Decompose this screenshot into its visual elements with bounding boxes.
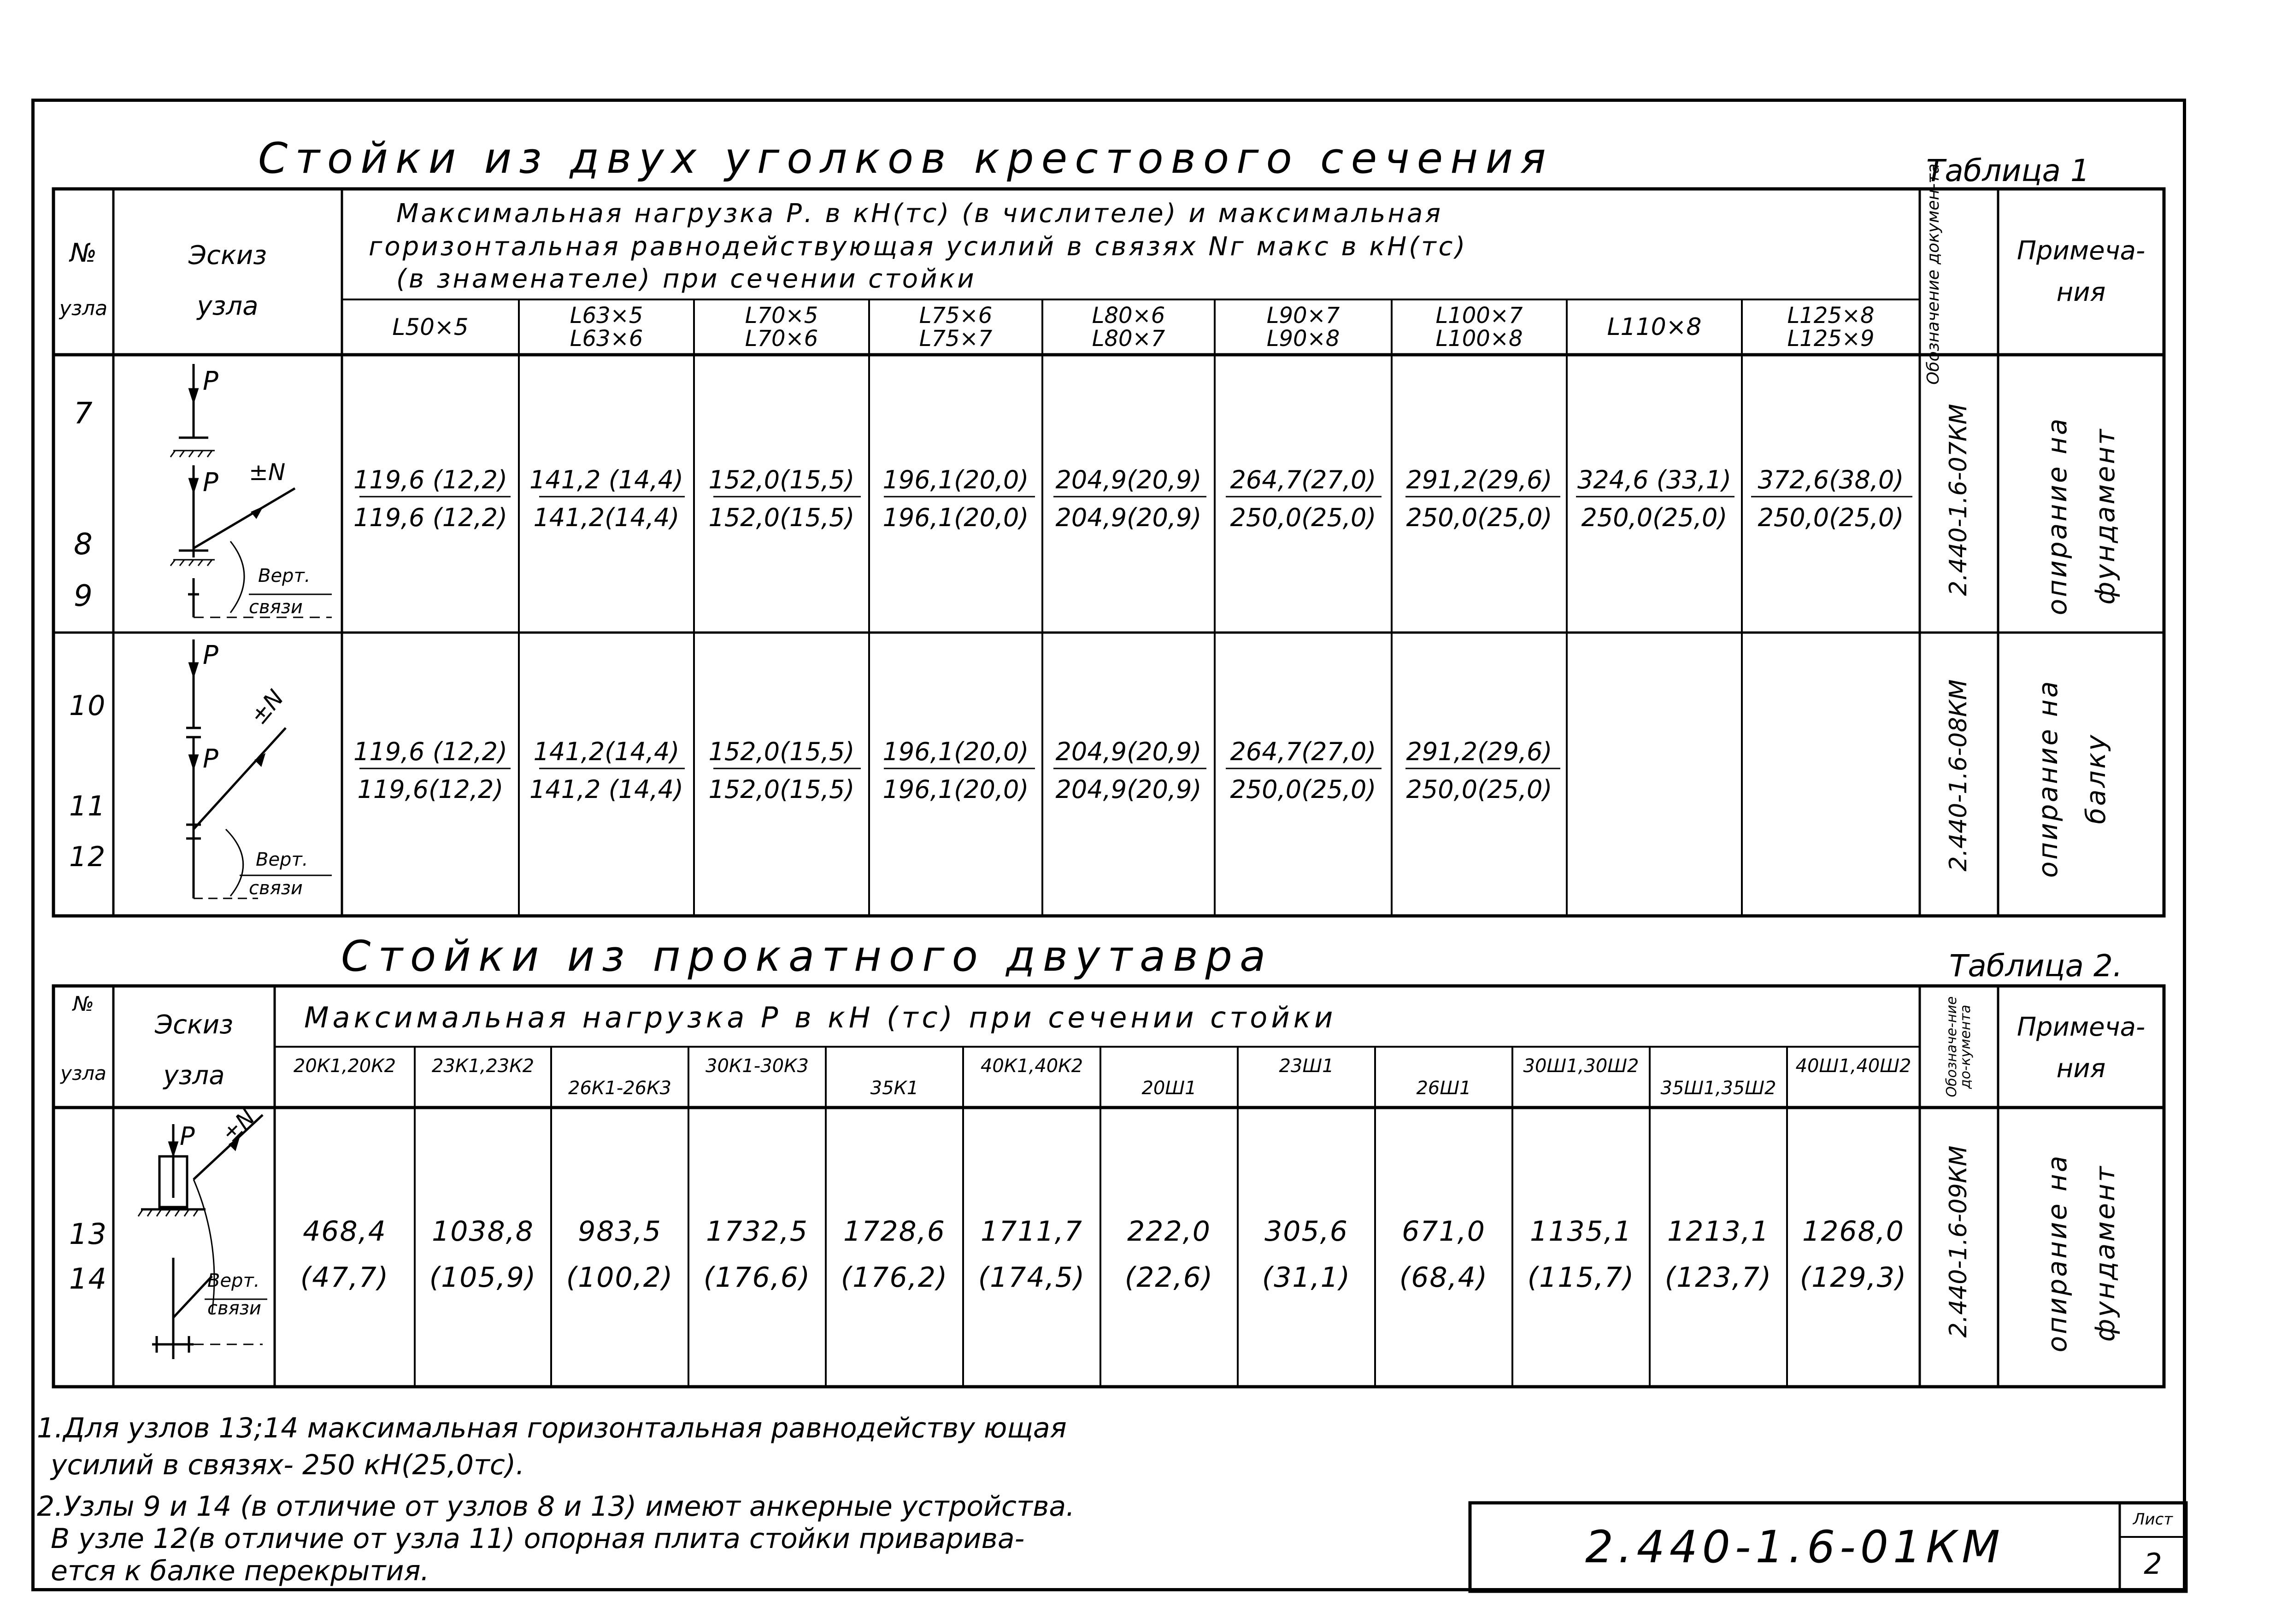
value-denominator: 152,0(15,5) — [708, 774, 855, 804]
node-number: 7 — [74, 397, 94, 431]
section-a: L75×6 — [919, 302, 993, 328]
table2-col-sketch-sub: узла — [163, 1060, 225, 1090]
value-numerator: 196,1(20,0) — [882, 737, 1029, 766]
section-header: 26К1-26К3 — [568, 1078, 671, 1099]
section-b: L70×6 — [745, 326, 818, 352]
table2-col-note: Примеча-ния — [2017, 1012, 2146, 1084]
section-b: L75×7 — [919, 326, 993, 352]
sheet-label: Лист — [2133, 1510, 2173, 1529]
table1-label: Таблица 1 — [1926, 153, 2090, 188]
section-b: L80×7 — [1092, 326, 1165, 352]
value-denominator: 196,1(20,0) — [882, 774, 1029, 804]
value-numerator — [1567, 737, 1742, 767]
section-header: 23К1,23К2 — [431, 1055, 535, 1077]
table2-label: Таблица 2. — [1949, 948, 2122, 984]
value-denominator: 141,2(14,4) — [533, 503, 680, 532]
section-header: 35Ш1,35Ш2 — [1660, 1078, 1776, 1099]
value-denominator: 152,0(15,5) — [708, 503, 855, 532]
sketch-label-ties: связи — [249, 878, 303, 899]
table1-col-note: Примеча-ния — [2017, 236, 2146, 307]
section-header — [1567, 302, 1742, 352]
note-2-line-1: 2.Узлы 9 и 14 (в отличие от узлов 8 и 13) имеют анкерные устройства. — [37, 1490, 1075, 1523]
table2-col-doc: Обозначе-ние до-кумента — [1944, 996, 1974, 1097]
load-value-tc: (68,4) — [1399, 1261, 1488, 1294]
section-header — [694, 302, 869, 352]
value-denominator: 250,0(25,0) — [1581, 503, 1728, 532]
load-value-tc: (176,2) — [841, 1261, 948, 1294]
load-value-tc: (115,7) — [1527, 1261, 1635, 1294]
value-denominator — [1742, 775, 1920, 804]
sketch-node-13-14 — [138, 1115, 267, 1359]
node-number: 14 — [69, 1262, 107, 1296]
load-value-tc: (129,3) — [1799, 1261, 1907, 1294]
sketch-label-p: P — [203, 366, 218, 396]
note-2-line-3: ется к балке перекрытия. — [51, 1555, 429, 1587]
value-denominator: 204,9(20,9) — [1055, 774, 1202, 804]
section-header: 30Ш1,30Ш2 — [1523, 1055, 1639, 1077]
node-number: 12 — [69, 841, 106, 873]
section-header — [519, 302, 694, 352]
section-b: L90×8 — [1266, 326, 1340, 352]
section-header: 26Ш1 — [1416, 1078, 1471, 1099]
section-header: 20К1,20К2 — [293, 1055, 396, 1077]
table1-title: Стойки из двух уголков крестового сечения — [258, 134, 1553, 183]
value-denominator: 119,6(12,2) — [357, 774, 504, 804]
section-header — [1042, 302, 1215, 352]
load-value-tc: (100,2) — [566, 1261, 674, 1294]
value-denominator: 250,0(25,0) — [1230, 774, 1376, 804]
load-value-tc: (176,6) — [703, 1261, 811, 1294]
sketch-label-p: P — [203, 640, 218, 670]
table2-header: Максимальная нагрузка Р в кН (тс) при сечении стойки — [304, 1001, 1337, 1034]
value-denominator: 250,0(25,0) — [1230, 503, 1376, 532]
load-value-kn: 468,4 — [303, 1215, 387, 1248]
sketch-label-vert: Верт. — [258, 565, 311, 586]
load-value-tc: (123,7) — [1664, 1261, 1772, 1294]
value-numerator: 324,6 (33,1) — [1577, 465, 1732, 494]
table1-header-line2: горизонтальная равнодействующая усилий в связях Nг макс в кН(тс) — [369, 232, 1468, 262]
table1-col-doc: Обозначение докумен-та — [1924, 163, 1943, 385]
sketch-label-vert: Верт. — [207, 1270, 260, 1291]
table1-row1-note: опирание на фундамент — [2041, 416, 2121, 616]
node-number: 9 — [74, 579, 94, 613]
node-number: 8 — [74, 528, 94, 562]
table1-col-sketch: Эскиз — [188, 240, 267, 270]
load-value-kn: 1728,6 — [843, 1215, 946, 1248]
document-code: 2.440-1.6-01КМ — [1585, 1521, 2005, 1573]
value-numerator: 152,0(15,5) — [708, 465, 855, 494]
value-numerator: 141,2(14,4) — [533, 737, 680, 766]
load-value-tc: (105,9) — [429, 1261, 537, 1294]
section-header: 23Ш1 — [1279, 1055, 1334, 1077]
load-value-tc: (22,6) — [1124, 1261, 1214, 1294]
value-denominator: 250,0(25,0) — [1758, 503, 1904, 532]
value-denominator: 250,0(25,0) — [1406, 774, 1552, 804]
table1-row1-doc: 2.440-1.6-07КМ — [1945, 404, 1973, 596]
section-header — [1742, 302, 1920, 352]
table1-col-no: № — [70, 238, 97, 268]
value-denominator: 119,6 (12,2) — [353, 503, 508, 532]
section-header: 40Ш1,40Ш2 — [1795, 1055, 1911, 1077]
table1-header-line1: Максимальная нагрузка Р. в кН(тс) (в числителе) и максимальная — [396, 199, 1443, 229]
sketch-label-ties: связи — [249, 597, 303, 618]
value-denominator: 204,9(20,9) — [1055, 503, 1202, 532]
sketch-label-p: P — [203, 744, 218, 774]
table2-doc: 2.440-1.6-09КМ — [1945, 1145, 1973, 1338]
section-a: L80×6 — [1092, 302, 1165, 328]
note-2-line-2: В узле 12(в отличие от узла 11) опорная плита стойки приварива- — [51, 1523, 1025, 1555]
value-numerator: 291,2(29,6) — [1406, 465, 1552, 494]
load-value-kn: 305,6 — [1264, 1215, 1348, 1248]
value-numerator: 372,6(38,0) — [1758, 465, 1904, 494]
load-value-tc: (174,5) — [978, 1261, 1086, 1294]
sheet-number: 2 — [2144, 1547, 2162, 1581]
section-a: L100×7 — [1435, 302, 1523, 328]
node-number: 13 — [69, 1217, 107, 1251]
value-numerator: 119,6 (12,2) — [353, 465, 508, 494]
section-header: 35К1 — [870, 1078, 919, 1099]
note-1-line-1: 1.Для узлов 13;14 максимальная горизонтальная равнодейству ющая — [37, 1412, 1067, 1444]
value-numerator: 152,0(15,5) — [708, 737, 855, 766]
value-numerator: 119,6 (12,2) — [353, 737, 508, 766]
sketch-label-vert: Верт. — [256, 849, 308, 870]
section-b: L100×8 — [1435, 326, 1523, 352]
load-value-tc: (47,7) — [300, 1261, 389, 1294]
section-b: L125×9 — [1787, 326, 1875, 352]
section-header: 30К1-30К3 — [706, 1055, 809, 1077]
value-numerator: 141,2 (14,4) — [529, 465, 684, 494]
table2-col-no: № — [73, 992, 94, 1016]
section-header — [342, 302, 519, 352]
sketch-label-n: ±N — [217, 1104, 260, 1148]
value-numerator: 204,9(20,9) — [1055, 737, 1202, 766]
table1-row2-doc: 2.440-1.6-08КМ — [1945, 679, 1973, 872]
value-denominator: 141,2 (14,4) — [529, 774, 684, 804]
section-a: L63×5 — [570, 302, 643, 328]
section-header — [1215, 302, 1392, 352]
section-b: L63×6 — [570, 326, 643, 352]
load-value-kn: 1268,0 — [1802, 1215, 1905, 1248]
section-a: L125×8 — [1787, 302, 1875, 328]
table2-col-no-sub: узла — [60, 1061, 106, 1085]
section-a: L90×7 — [1266, 302, 1340, 328]
value-numerator: 196,1(20,0) — [882, 465, 1029, 494]
table1-header-line3: (в знаменателе) при сечении стойки — [396, 264, 976, 294]
load-value-kn: 1135,1 — [1530, 1215, 1632, 1248]
table1-col-no-sub: узла — [59, 296, 108, 320]
value-denominator — [1567, 775, 1742, 804]
load-value-kn: 222,0 — [1127, 1215, 1211, 1248]
load-value-kn: 1213,1 — [1667, 1215, 1770, 1248]
load-value-kn: 1732,5 — [706, 1215, 808, 1248]
table1-row2-note: опирание на балку — [2032, 679, 2111, 878]
note-1-line-2: усилий в связях- 250 кН(25,0тс). — [51, 1449, 525, 1481]
sketch-label-p: P — [180, 1122, 195, 1151]
value-numerator: 264,7(27,0) — [1230, 465, 1376, 494]
section-header: 20Ш1 — [1141, 1078, 1197, 1099]
value-numerator — [1742, 737, 1920, 767]
load-value-tc: (31,1) — [1262, 1261, 1351, 1294]
table1-col-sketch-sub: узла — [197, 291, 259, 321]
node-number: 10 — [69, 690, 106, 722]
section-header: 40К1,40К2 — [980, 1055, 1083, 1077]
table2-note: опирание на фундамент — [2041, 1154, 2121, 1353]
section-header — [869, 302, 1042, 352]
node-number: 11 — [69, 790, 106, 822]
sketch-label-ties: связи — [207, 1298, 261, 1319]
value-numerator: 291,2(29,6) — [1406, 737, 1552, 766]
table2-col-sketch: Эскиз — [155, 1009, 233, 1040]
value-numerator: 204,9(20,9) — [1055, 465, 1202, 494]
value-numerator: 264,7(27,0) — [1230, 737, 1376, 766]
section-a: L70×5 — [745, 302, 818, 328]
section-header — [1392, 302, 1567, 352]
sketch-label-p: P — [203, 468, 218, 498]
table2-title: Стойки из прокатного двутавра — [341, 932, 1273, 981]
value-denominator: 196,1(20,0) — [882, 503, 1029, 532]
sketch-label-n: ±N — [249, 459, 286, 486]
load-value-kn: 671,0 — [1402, 1215, 1486, 1248]
load-value-kn: 983,5 — [578, 1215, 662, 1248]
load-value-kn: 1711,7 — [981, 1215, 1083, 1248]
section-a: L50×5 — [392, 313, 469, 340]
sketch-label-n: ±N — [245, 684, 289, 730]
section-a: L110×8 — [1607, 313, 1702, 341]
load-value-kn: 1038,8 — [432, 1215, 534, 1248]
value-denominator: 250,0(25,0) — [1406, 503, 1552, 532]
